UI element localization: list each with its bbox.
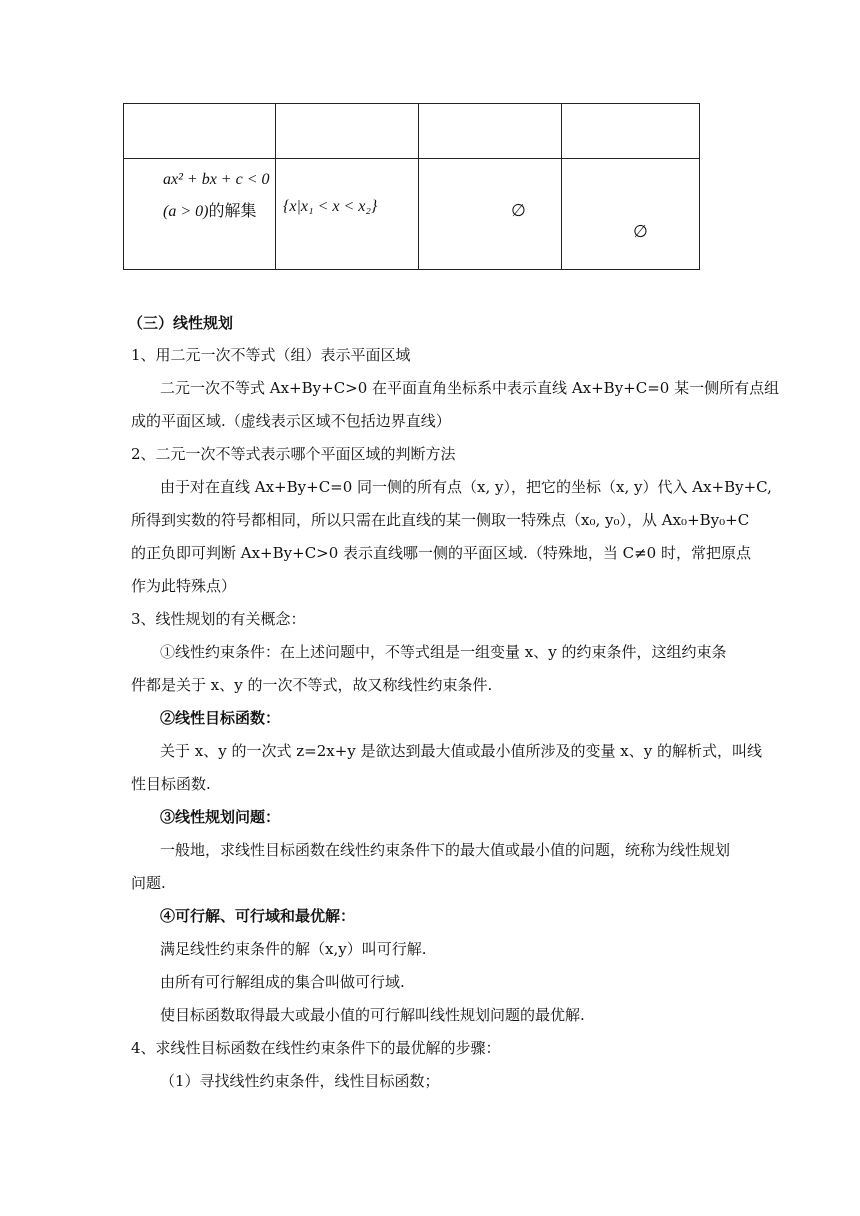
item3-concept2-line1: 关于 x、y 的一次式 z=2x+y 是欲达到最大值或最小值所涉及的变量 x、y 的解析式，叫线 — [160, 742, 762, 760]
item3-concept1-line1: ①线性约束条件：在上述问题中，不等式组是一组变量 x、y 的约束条件，这组约束条 — [160, 643, 727, 661]
item1-line2: 成的平面区域.（虚线表示区域不包括边界直线） — [131, 412, 451, 430]
row-label-inequality: ax² + bx + c < 0 — [163, 171, 270, 188]
item3-concept4-title: ④可行解、可行域和最优解： — [160, 907, 356, 925]
table-border-left — [123, 103, 124, 270]
item3-concept3-line1: 一般地，求线性目标函数在线性约束条件下的最大值或最小值的问题，统称为线性规划 — [160, 841, 731, 859]
table-col-divider-3 — [561, 103, 562, 270]
item1-line1: 二元一次不等式 Ax+By+C>0 在平面直角坐标系中表示直线 Ax+By+C=0 某一侧所有点组 — [160, 379, 780, 397]
item3-concept4-line3: 使目标函数取得最大或最小值的可行解叫线性规划问题的最优解. — [160, 1006, 585, 1024]
table-border-middle — [123, 158, 700, 159]
row-label-condition-math: (a > 0) — [163, 203, 209, 220]
table-border-bottom — [123, 269, 700, 270]
item2-line1: 由于对在直线 Ax+By+C=0 同一侧的所有点（x, y），把它的坐标（x, y）代入 Ax+By+C, — [160, 478, 772, 496]
item1-heading: 1、用二元一次不等式（组）表示平面区域 — [131, 346, 411, 364]
item2-line3: 的正负即可判断 Ax+By+C>0 表示直线哪一侧的平面区域.（特殊地，当 C≠0 时，常把原点 — [131, 544, 751, 562]
row-label-condition-text: 的解集 — [208, 201, 257, 220]
table-border-right — [699, 103, 700, 270]
item3-concept2-title: ②线性目标函数： — [160, 709, 281, 727]
item3-concept1-line2: 件都是关于 x、y 的一次不等式，故又称线性约束条件. — [131, 676, 493, 694]
cell-solution-set: {x|x₁ < x < x₂} — [283, 198, 378, 215]
item2-line2: 所得到实数的符号都相同，所以只需在此直线的某一侧取一特殊点（x₀, y₀），从 Ax₀+By₀+C — [131, 511, 750, 529]
row-label-condition — [163, 198, 256, 221]
item3-concept4-line2: 由所有可行解组成的集合叫做可行域. — [160, 973, 405, 991]
section-title: （三）线性规划 — [128, 314, 234, 332]
solution-table — [123, 103, 700, 270]
item4-heading: 4、求线性目标函数在线性约束条件下的最优解的步骤： — [131, 1039, 501, 1057]
item3-concept3-title: ③线性规划问题： — [160, 808, 281, 826]
cell-empty-set-2: ∅ — [633, 222, 648, 242]
item2-line4: 作为此特殊点） — [131, 577, 237, 595]
table-col-divider-2 — [418, 103, 419, 270]
item3-concept4-line1: 满足线性约束条件的解（x,y）叫可行解. — [160, 940, 427, 958]
item3-concept3-line2: 问题. — [131, 874, 166, 892]
table-border-top — [123, 103, 700, 104]
item2-heading: 2、二元一次不等式表示哪个平面区域的判断方法 — [131, 445, 456, 463]
cell-empty-set-1: ∅ — [511, 201, 526, 221]
item3-heading: 3、线性规划的有关概念： — [131, 610, 306, 628]
table-col-divider-1 — [275, 103, 276, 270]
item4-step1: （1）寻找线性约束条件，线性目标函数； — [160, 1072, 440, 1090]
item3-concept2-line2: 性目标函数. — [131, 775, 211, 793]
